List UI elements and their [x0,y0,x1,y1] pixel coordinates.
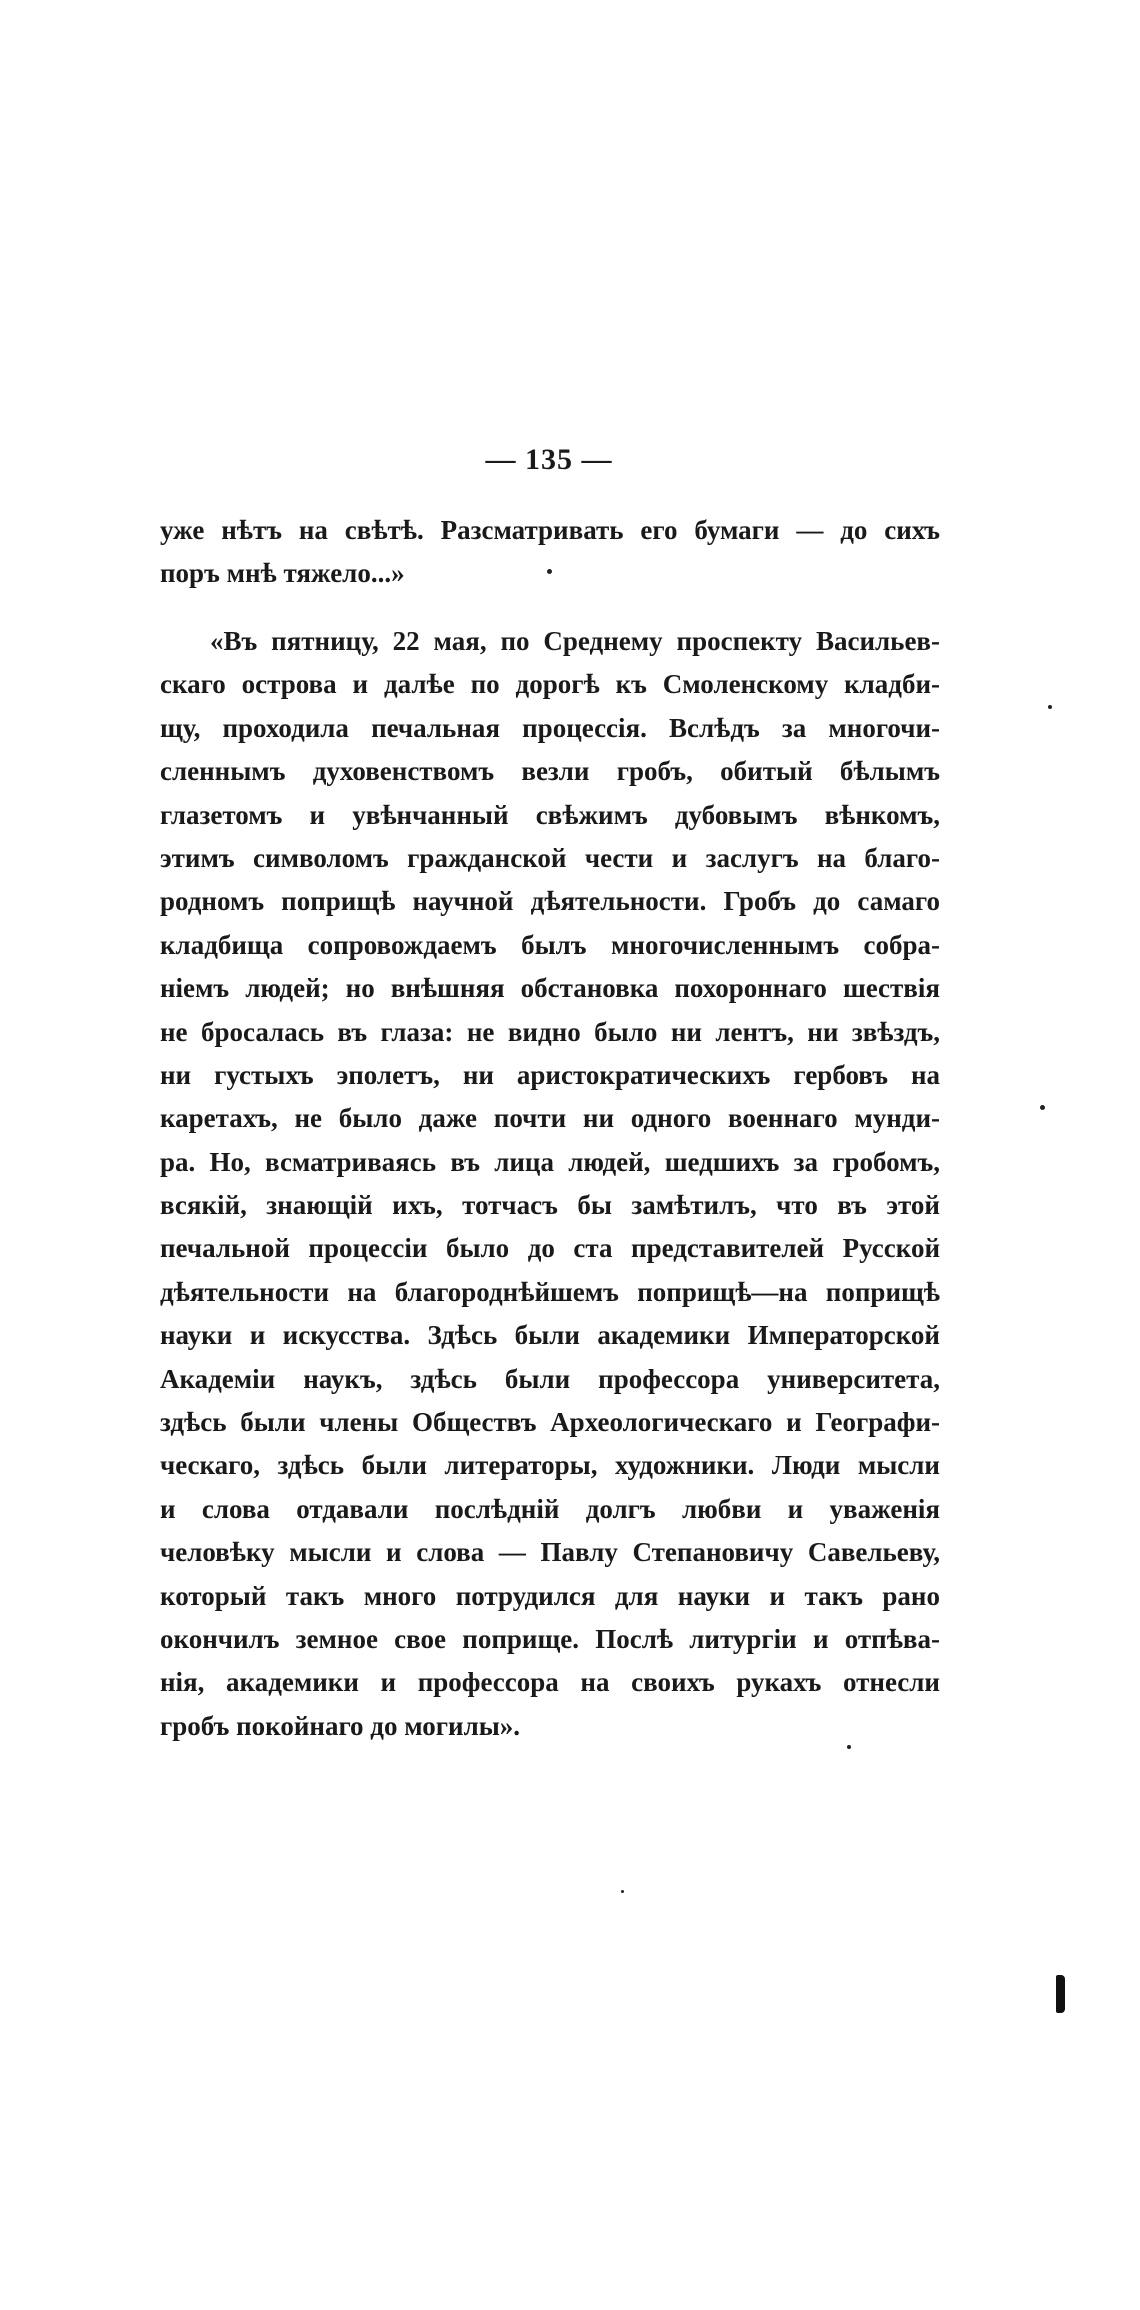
text-line: всякій, знающій ихъ, тотчасъ бы замѣтилъ, что въ этой [160,1190,940,1221]
text-line: «Въ пятницу, 22 мая, по Среднему проспекту Васильев- [210,626,940,656]
text-line: ческаго, здѣсь были литераторы, художники. Люди мысли [160,1450,940,1481]
text-line: ра. Но, всматриваясь въ лица людей, шедшихъ за гробомъ, [160,1146,940,1177]
page-number: — 135 — [485,443,613,476]
text-line: здѣсь были члены Обществъ Археологическаго и Географи- [160,1407,940,1438]
text-line: и слова отдавали послѣдній долгъ любви и уваженія [160,1493,940,1524]
text-line: поръ мнѣ тяжело...» [160,558,405,589]
text-line: глазетомъ и увѣнчанный свѣжимъ дубовымъ вѣнкомъ, [160,799,940,830]
paragraph-quote [160,620,940,1748]
text-line: уже нѣтъ на свѣтѣ. Разсматривать его бумаги — до сихъ [160,515,940,545]
text-line: скаго острова и далѣе по дорогѣ къ Смоленскому кладби- [160,669,940,700]
text-line: щу, проходила печальная процессія. Вслѣдъ за многочи- [160,712,940,743]
text-line: печальной процессіи было до ста представителей Русской [160,1233,940,1264]
text-line: родномъ поприщѣ научной дѣятельности. Гробъ до самаго [160,886,940,917]
scan-edge-mark [1056,1975,1065,2013]
text-line: не бросалась въ глаза: не видно было ни лентъ, ни звѣздъ, [160,1016,940,1047]
text-line: науки и искусства. Здѣсь были академики Императорской [160,1320,940,1351]
text-line: окончилъ земное свое поприще. Послѣ литургіи и отпѣва- [160,1623,940,1654]
scan-speck [1048,705,1052,709]
text-line: дѣятельности на благороднѣйшемъ поприщѣ—на поприщѣ [160,1276,940,1307]
text-line: ніемъ людей; но внѣшняя обстановка похороннаго шествія [160,973,940,1004]
text-line: который такъ много потрудился для науки и такъ рано [160,1580,940,1611]
paragraph-continued [160,509,940,596]
text-line: каретахъ, не было даже почти ни одного военнаго мунди- [160,1103,940,1134]
scan-speck [1040,1105,1045,1110]
scan-speck [621,1890,624,1893]
text-line: гробъ покойнаго до могилы». [160,1710,521,1741]
scan-speck [847,1745,851,1749]
text-line: кладбища сопровождаемъ былъ многочисленнымъ собра- [160,929,940,960]
text-line: ни густыхъ эполетъ, ни аристократическихъ гербовъ на [160,1059,940,1090]
text-line: нія, академики и профессора на своихъ рукахъ отнесли [160,1667,940,1698]
text-line: сленнымъ духовенствомъ везли гробъ, обитый бѣлымъ [160,756,940,787]
text-line: человѣку мысли и слова — Павлу Степановичу Савельеву, [160,1537,940,1568]
scan-speck [547,569,552,574]
text-line: этимъ символомъ гражданской чести и заслугъ на благо- [160,842,940,873]
text-line: Академіи наукъ, здѣсь были профессора университета, [160,1363,940,1394]
